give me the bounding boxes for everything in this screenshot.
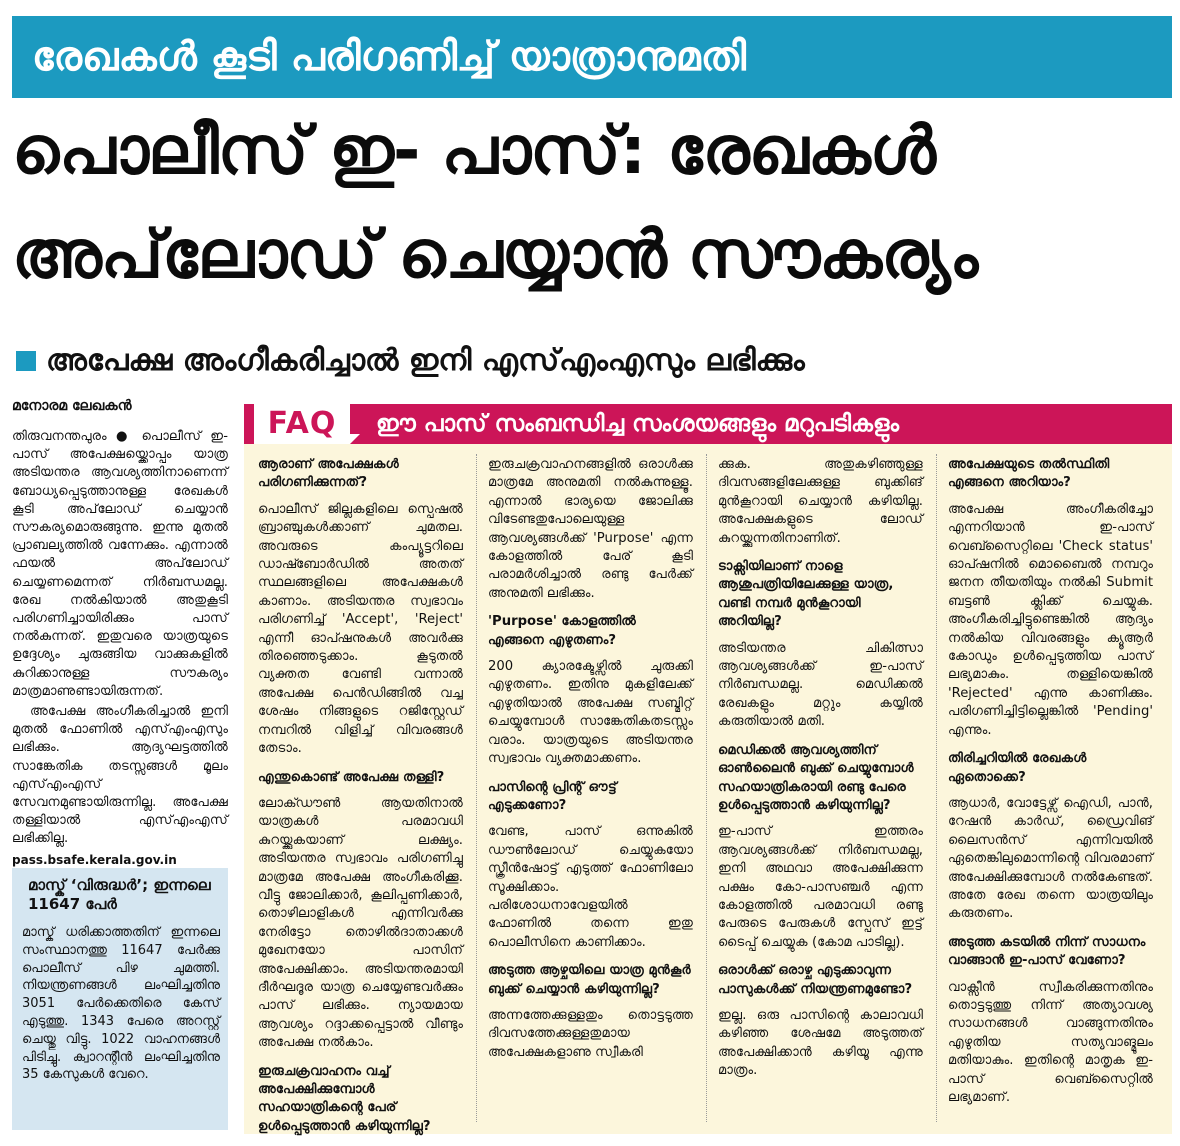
article-body xyxy=(12,428,228,871)
faq-question: അടുത്ത ആഴ്ചയിലെ യാത്ര മുൻകൂർ ബുക്ക് ചെയ്യാൻ കഴിയുന്നില്ല? xyxy=(488,963,691,997)
column-divider xyxy=(706,454,708,1122)
headline-line-1: പൊലീസ് ഇ- പാസ്: രേഖകൾ xyxy=(12,112,935,189)
subheadline xyxy=(12,338,1172,384)
faq-label xyxy=(254,404,350,444)
faq-answer: അപേക്ഷ അംഗീകരിച്ചോ എന്നറിയാൻ ഇ-പാസ് വെബ്സൈറ്റിലെ 'Check status' ഓപ്ഷനിൽ മൊബൈൽ നമ്പറും ജനന തീയതിയും നൽകി Submit ബട്ടൺ ക്ലിക്ക് ചെയ്യുക. അംഗീകരിച്ചിട്ടുണ്ടെങ്കിൽ ആദ്യം നൽകിയ വിവരങ്ങളും ക്യൂആർ കോഡും ഉൾപ്പെടുത്തിയ പാസ് ലഭ്യമാകും. തള്ളിയെങ്കിൽ 'Rejected' എന്നു കാണിക്കും. പരിഗണിച്ചിട്ടില്ലെങ്കിൽ 'Pending' എന്നും. xyxy=(948,501,1153,738)
faq-question: ഒരാൾക്ക് ഒരാഴ്ച എടുക്കാവുന്ന പാസുകൾക്ക് നിയന്ത്രണമുണ്ടോ? xyxy=(718,963,913,997)
mask-violators-box xyxy=(12,868,228,1130)
faq-answer: ലോക്ഡൗൺ ആയതിനാൽ യാത്രകൾ പരമാവധി കുറയ്ക്കുകയാണ് ലക്ഷ്യം. അടിയന്തര സ്വഭാവം പരിഗണിച്ചു മാത്രമേ അപേക്ഷ അംഗീകരിക്കൂ. വീട്ടു ജോലിക്കാർ, കൂലിപ്പണിക്കാർ, തൊഴിലാളികൾ എന്നിവർക്കു നേരിട്ടോ തൊഴിൽദാതാക്കൾ മുഖേനയോ പാസിന് അപേക്ഷിക്കാം. അടിയന്തരമായി ദീർഘദൂര യാത്ര ചെയ്യേണ്ടവർക്കും പാസ് ലഭിക്കും. ന്യായമായ ആവശ്യം റദ്ദാക്കപ്പെട്ടാൽ വീണ്ടും അപേക്ഷ നൽകാം. xyxy=(258,795,463,1051)
faq-answer: വാക്സീൻ സ്വീകരിക്കുന്നതിനും തൊട്ടടുത്തു നിന്ന് അത്യാവശ്യ സാധനങ്ങൾ വാങ്ങുന്നതിനും എഴുതിയ സത്യവാങ്മൂലം മതിയാകും. ഇതിന്റെ മാതൃക ഇ-പാസ് വെബ്സൈറ്റിൽ ലഭ്യമാണ്. xyxy=(948,979,1153,1105)
faq-header-bar xyxy=(244,404,1172,444)
faq-question: ടാക്സിയിലാണ് നാളെ ആശുപത്രിയിലേക്കുള്ള യാത്ര, വണ്ടി നമ്പർ മുൻകൂറായി അറിയില്ല? xyxy=(718,559,894,630)
faq-answer: അടിയന്തര ചികിത്സാ ആവശ്യങ്ങൾക്ക് ഇ-പാസ് നിർബന്ധമല്ല. മെഡിക്കൽ രേഖകളും മറ്റും കയ്യിൽ കരുതിയാൽ മതി. xyxy=(718,640,923,730)
faq-answer: ആധാർ, വോട്ടേഴ്സ് ഐഡി, പാൻ, റേഷൻ കാർഡ്, ഡ്രൈവിങ് ലൈസൻസ് എന്നിവയിൽ ഏതെങ്കിലുമൊന്നിന്റെ വിവരമാണ് അപേക്ഷിക്കുമ്പോൾ നൽകേണ്ടത്. അതേ രേഖ തന്നെ യാത്രയിലും കരുതണം. xyxy=(948,795,1153,922)
article-paragraph: തിരുവനന്തപുരം ● പൊലീസ് ഇ-പാസ് അപേക്ഷയ്ക്കൊപ്പം യാത്ര അടിയന്തര ആവശ്യത്തിനാണെന്ന് ബോധ്യപ്പെടുത്താനുള്ള രേഖകൾ കൂടി അപ്‌ലോഡ് ചെയ്യാൻ സൗകര്യമൊരുങ്ങുന്നു. ഇന്നു മുതൽ പ്രാബല്യത്തിൽ വന്നേക്കും. എന്നാൽ ഫയൽ അപ്‌ലോഡ് ചെയ്യണമെന്നത് നിർബന്ധമല്ല. രേഖ നൽകിയാൽ അതുകൂടി പരിഗണിച്ചായിരിക്കും പാസ് നൽകുന്നത്. ഇതുവരെ യാത്രയുടെ ഉദ്ദേശ്യം ചുരുങ്ങിയ വാക്കുകളിൽ കുറിക്കാനുള്ള സൗകര്യം മാത്രമാണുണ്ടായിരുന്നത്. xyxy=(12,429,228,699)
faq-answer: വേണ്ട, പാസ് ഒന്നുകിൽ ഡൗൺലോഡ് ചെയ്യുകയോ സ്ക്രീൻഷോട്ട് എടുത്ത് ഫോണിലോ സൂക്ഷിക്കാം. പരിശോധനാവേളയിൽ ഫോണിൽ തന്നെ ഇതു പൊലീസിനെ കാണിക്കാം. xyxy=(488,824,693,950)
faq-answer: ഇരുചക്രവാഹനങ്ങളിൽ ഒരാൾക്കു മാത്രമേ അനുമതി നൽകുന്നുള്ളൂ. എന്നാൽ ഭാര്യയെ ജോലിക്കു വിടേണ്ടതുപോലെയുള്ള ആവശ്യങ്ങൾക്ക് 'Purpose' എന്ന കോളത്തിൽ പേര് കൂടി പരാമർശിച്ചാൽ രണ്ടു പേർക്ക് അനുമതി ലഭിക്കും. xyxy=(488,457,693,601)
faq-question: പാസിന്റെ പ്രിന്റ് ഔട്ട് എടുക്കണോ? xyxy=(488,779,617,813)
subheadline-text: അപേക്ഷ അംഗീകരിച്ചാൽ ഇനി എസ്എംഎസും ലഭിക്കും xyxy=(46,343,805,378)
faq-label-text: FAQ xyxy=(267,406,337,441)
faq-column-4 xyxy=(948,456,1153,1115)
sidebox-title: മാസ്ക് ‘വിരുദ്ധർ’; ഇന്നലെ 11647 പേർ xyxy=(28,876,211,913)
square-bullet-icon xyxy=(16,351,36,371)
faq-answer: ഇ-പാസ് ഇത്തരം ആവശ്യങ്ങൾക്ക് നിർബന്ധമല്ല, ഇനി അഥവാ അപേക്ഷിക്കുന്ന പക്ഷം കോ-പാസഞ്ചർ എന്ന കോളത്തിൽ പരമാവധി രണ്ടു പേരുടെ പേരുകൾ സ്പേസ് ഇട്ട് ടൈപ്പ് ചെയ്യുക (കോമ പാടില്ല). xyxy=(718,824,923,950)
faq-question: അപേക്ഷയുടെ തൽസ്ഥിതി എങ്ങനെ അറിയാം? xyxy=(948,457,1110,491)
faq-question: ആരാണ് അപേക്ഷകൾ പരിഗണിക്കുന്നത്? xyxy=(258,457,399,491)
faq-answer: അന്നത്തേക്കുള്ളതും തൊട്ടടുത്ത ദിവസത്തേക്കുള്ളതുമായ അപേക്ഷകളാണു സ്വീകരി xyxy=(488,1007,693,1060)
speech-tail-icon xyxy=(350,434,360,444)
faq-question: എന്തുകൊണ്ട് അപേക്ഷ തള്ളി? xyxy=(258,769,445,785)
faq-column-3 xyxy=(718,456,923,1089)
faq-question: അടുത്ത കടയിൽ നിന്ന് സാധനം വാങ്ങാൻ ഇ-പാസ് വേണോ? xyxy=(948,934,1146,969)
faq-column-1 xyxy=(258,456,463,1144)
column-divider xyxy=(936,454,938,1122)
sidebox-body: മാസ്ക് ധരിക്കാത്തതിന് ഇന്നലെ സംസ്ഥാനത്തു 11647 പേർക്കു പൊലീസ് പിഴ ചുമത്തി. നിയന്ത്രണങ്ങൾ ലംഘിച്ചതിനു 3051 പേർക്കെതിരെ കേസ് എടുത്തു. 1343 പേരെ അറസ്റ്റ് ചെയ്തു വിട്ടു. 1022 വാഹനങ്ങൾ പിടിച്ചു. ക്വാറന്റീൻ ലംഘിച്ചതിനു 35 കേസുകൾ വേറെ. xyxy=(22,925,220,1083)
article-paragraph: അപേക്ഷ അംഗീകരിച്ചാൽ ഇനി മുതൽ ഫോണിൽ എസ്എംഎസും ലഭിക്കും. ആദ്യഘട്ടത്തിൽ സാങ്കേതിക തടസ്സങ്ങൾ മൂലം എസ്എംഎസ് സേവനമുണ്ടായിരുന്നില്ല. അപേക്ഷ തള്ളിയാൽ എസ്എംഎസ് ലഭിക്കില്ല. xyxy=(12,704,228,847)
faq-question: ഇരുചക്രവാഹനം വച്ച് അപേക്ഷിക്കുമ്പോൾ സഹയാത്രികന്റെ പേര് ഉൾപ്പെടുത്താൻ കഴിയുന്നില്ല? xyxy=(258,1063,431,1134)
headline-line-2: അപ്‌ലോഡ് ചെയ്യാൻ സൗകര്യം xyxy=(12,216,978,293)
faq-question: മെഡിക്കൽ ആവശ്യത്തിന് ഓൺലൈൻ ബുക്ക് ചെയ്യുമ്പോൾ സഹയാത്രികരായി രണ്ടു പേരെ ഉൾപ്പെടുത്താൻ കഴിയുന്നില്ല? xyxy=(718,742,914,813)
faq-title: ഈ പാസ് സംബന്ധിച്ച സംശയങ്ങളും മറുപടികളും xyxy=(376,411,900,437)
faq-column-2 xyxy=(488,456,693,1070)
faq-answer: പൊലീസ് ജില്ലകളിലെ സ്പെഷൽ ബ്രാഞ്ചുകൾക്കാണ് ചുമതല. അവരുടെ കംപ്യൂട്ടറിലെ ഡാഷ്ബോർഡിൽ അതത് സ്ഥലങ്ങളിലെ അപേക്ഷകൾ കാണാം. അടിയന്തര സ്വഭാവം പരിഗണിച്ച് 'Accept', 'Reject' എന്നീ ഓപ്ഷനുകൾ അവർക്കു തിരഞ്ഞെടുക്കാം. കൂടുതൽ വ്യക്തത വേണ്ടി വന്നാൽ അപേക്ഷ പെൻഡിങ്ങിൽ വച്ച ശേഷം നിങ്ങളുടെ റജിസ്റ്റേഡ് നമ്പറിൽ വിളിച്ച് വിവരങ്ങൾ തേടാം. xyxy=(258,501,463,757)
faq-question: തിരിച്ചറിയിൽ രേഖകൾ ഏതൊക്കെ? xyxy=(948,751,1087,785)
faq-answer: ക്കുക. അതുകഴിഞ്ഞുള്ള ദിവസങ്ങളിലേക്കുള്ള ബുക്കിങ് മുൻകൂറായി ചെയ്യാൻ കഴിയില്ല. അപേക്ഷകളുടെ ലോഡ് കുറയ്ക്കുന്നതിനാണിത്. xyxy=(718,457,923,546)
website-address: pass.bsafe.kerala.gov.in xyxy=(12,852,177,867)
column-divider xyxy=(476,454,478,1122)
kicker-banner: രേഖകൾ കൂടി പരിഗണിച്ച് യാത്രാനുമതി xyxy=(12,16,1172,98)
faq-answer: ഇല്ല. ഒരു പാസിന്റെ കാലാവധി കഴിഞ്ഞ ശേഷമേ അടുത്തത് അപേക്ഷിക്കാൻ കഴിയൂ എന്നു മാത്രം. xyxy=(718,1007,923,1079)
faq-answer: 200 ക്യാരക്ടേഴ്സിൽ ചുരുക്കി എഴുതണം. ഇതിനു മുകളിലേക്ക് എഴുതിയാൽ അപേക്ഷ സബ്മിറ്റ് ചെയ്യുമ്പോൾ സാങ്കേതികതടസ്സം വരാം. യാത്രയുടെ അടിയന്തര സ്വഭാവം വ്യക്തമാക്കണം. xyxy=(488,659,693,767)
faq-question: 'Purpose' കോളത്തിൽ എങ്ങനെ എഴുതണം? xyxy=(488,614,636,648)
byline: മനോരമ ലേഖകൻ xyxy=(12,398,132,414)
